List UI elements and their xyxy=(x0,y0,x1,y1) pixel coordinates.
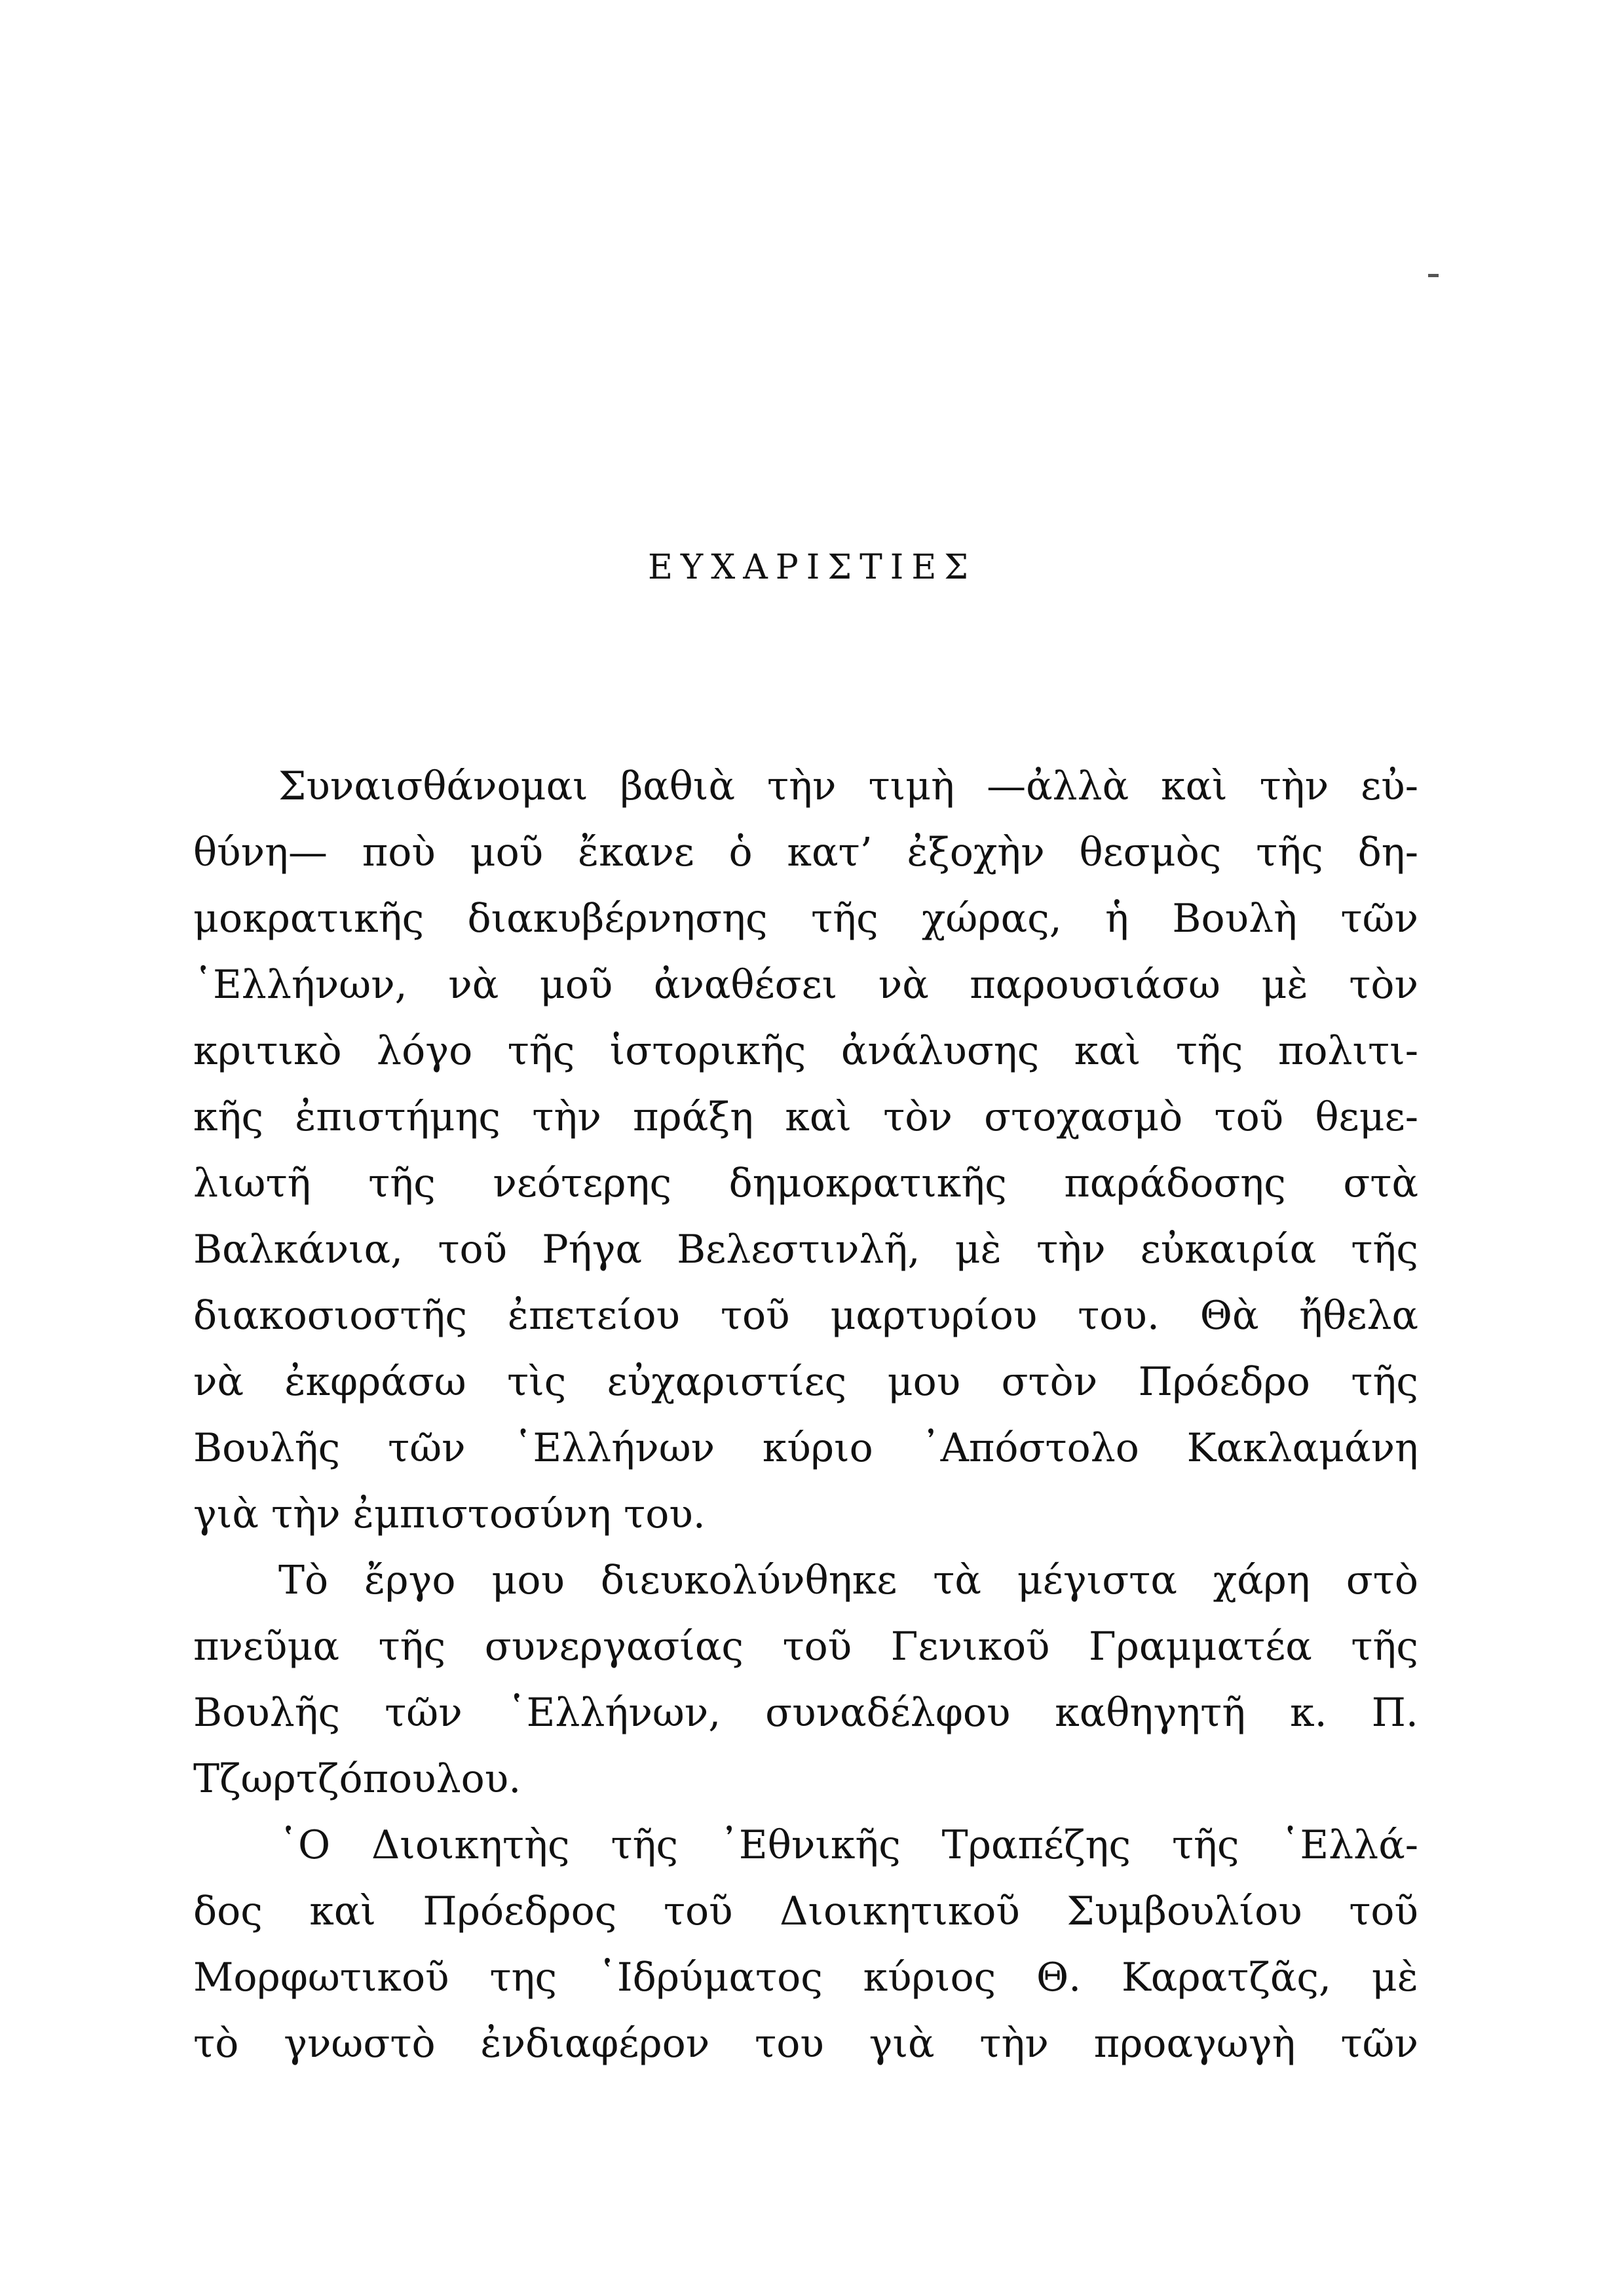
text-line: Συναισθάνομαι βαθιὰ τὴν τιμὴ —ἀλλὰ καὶ τὴν εὐ- xyxy=(278,763,1418,809)
text-line: Βουλῆς τῶν ῾Ελλήνων, συναδέλφου καθηγητῆ κ. Π. xyxy=(193,1690,1418,1736)
text-line: γιὰ τὴν ἐμπιστοσύνη του. xyxy=(193,1491,706,1537)
text-line: τὸ γνωστὸ ἐνδιαφέρον του γιὰ τὴν προαγωγὴ τῶν xyxy=(193,2021,1418,2067)
paragraph-2 xyxy=(193,1548,1418,1812)
paragraph-1 xyxy=(193,754,1418,1548)
text-line: κῆς ἐπιστήμης τὴν πράξη καὶ τὸν στοχασμὸ τοῦ θεμε- xyxy=(193,1094,1418,1140)
page-heading: ΕΥΧΑΡΙΣΤΙΕΣ xyxy=(647,548,977,587)
text-line: μοκρατικῆς διακυβέρνησης τῆς χώρας, ἡ Βουλὴ τῶν xyxy=(193,896,1418,942)
text-line: ῾Ελλήνων, νὰ μοῦ ἀναθέσει νὰ παρουσιάσω μὲ τὸν xyxy=(193,962,1418,1008)
text-line: Βουλῆς τῶν ῾Ελλήνων κύριο ᾽Απόστολο Κακλαμάνη xyxy=(193,1425,1418,1471)
text-line: νὰ ἐκφράσω τὶς εὐχαριστίες μου στὸν Πρόεδρο τῆς xyxy=(193,1359,1418,1405)
stray-mark xyxy=(1428,274,1439,277)
text-line: Μορφωτικοῦ της ῾Ιδρύματος κύριος Θ. Καρατζᾶς, μὲ xyxy=(193,1955,1418,2000)
text-line: Τὸ ἔργο μου διευκολύνθηκε τὰ μέγιστα χάρη στὸ xyxy=(278,1558,1418,1603)
text-line: κριτικὸ λόγο τῆς ἱστορικῆς ἀνάλυσης καὶ τῆς πολιτι- xyxy=(193,1028,1418,1074)
text-line: πνεῦμα τῆς συνεργασίας τοῦ Γενικοῦ Γραμματέα τῆς xyxy=(193,1624,1418,1670)
text-line: δος καὶ Πρόεδρος τοῦ Διοικητικοῦ Συμβουλίου τοῦ xyxy=(193,1888,1418,1934)
paragraph-3 xyxy=(193,1812,1418,2077)
text-line: ῾Ο Διοικητὴς τῆς ᾽Εθνικῆς Τραπέζης τῆς ῾Ελλά- xyxy=(278,1822,1418,1868)
text-line: Βαλκάνια, τοῦ Ρήγα Βελεστινλῆ, μὲ τὴν εὐκαιρία τῆς xyxy=(193,1227,1418,1272)
text-line: διακοσιοστῆς ἐπετείου τοῦ μαρτυρίου του. Θὰ ἤθελα xyxy=(193,1293,1418,1339)
text-line: λιωτῆ τῆς νεότερης δημοκρατικῆς παράδοσης στὰ xyxy=(193,1160,1418,1206)
text-line: θύνη— ποὺ μοῦ ἔκανε ὁ κατ’ ἐξοχὴν θεσμὸς τῆς δη- xyxy=(193,830,1418,875)
text-line: Τζωρτζόπουλου. xyxy=(193,1756,521,1802)
body-text xyxy=(193,754,1418,2077)
